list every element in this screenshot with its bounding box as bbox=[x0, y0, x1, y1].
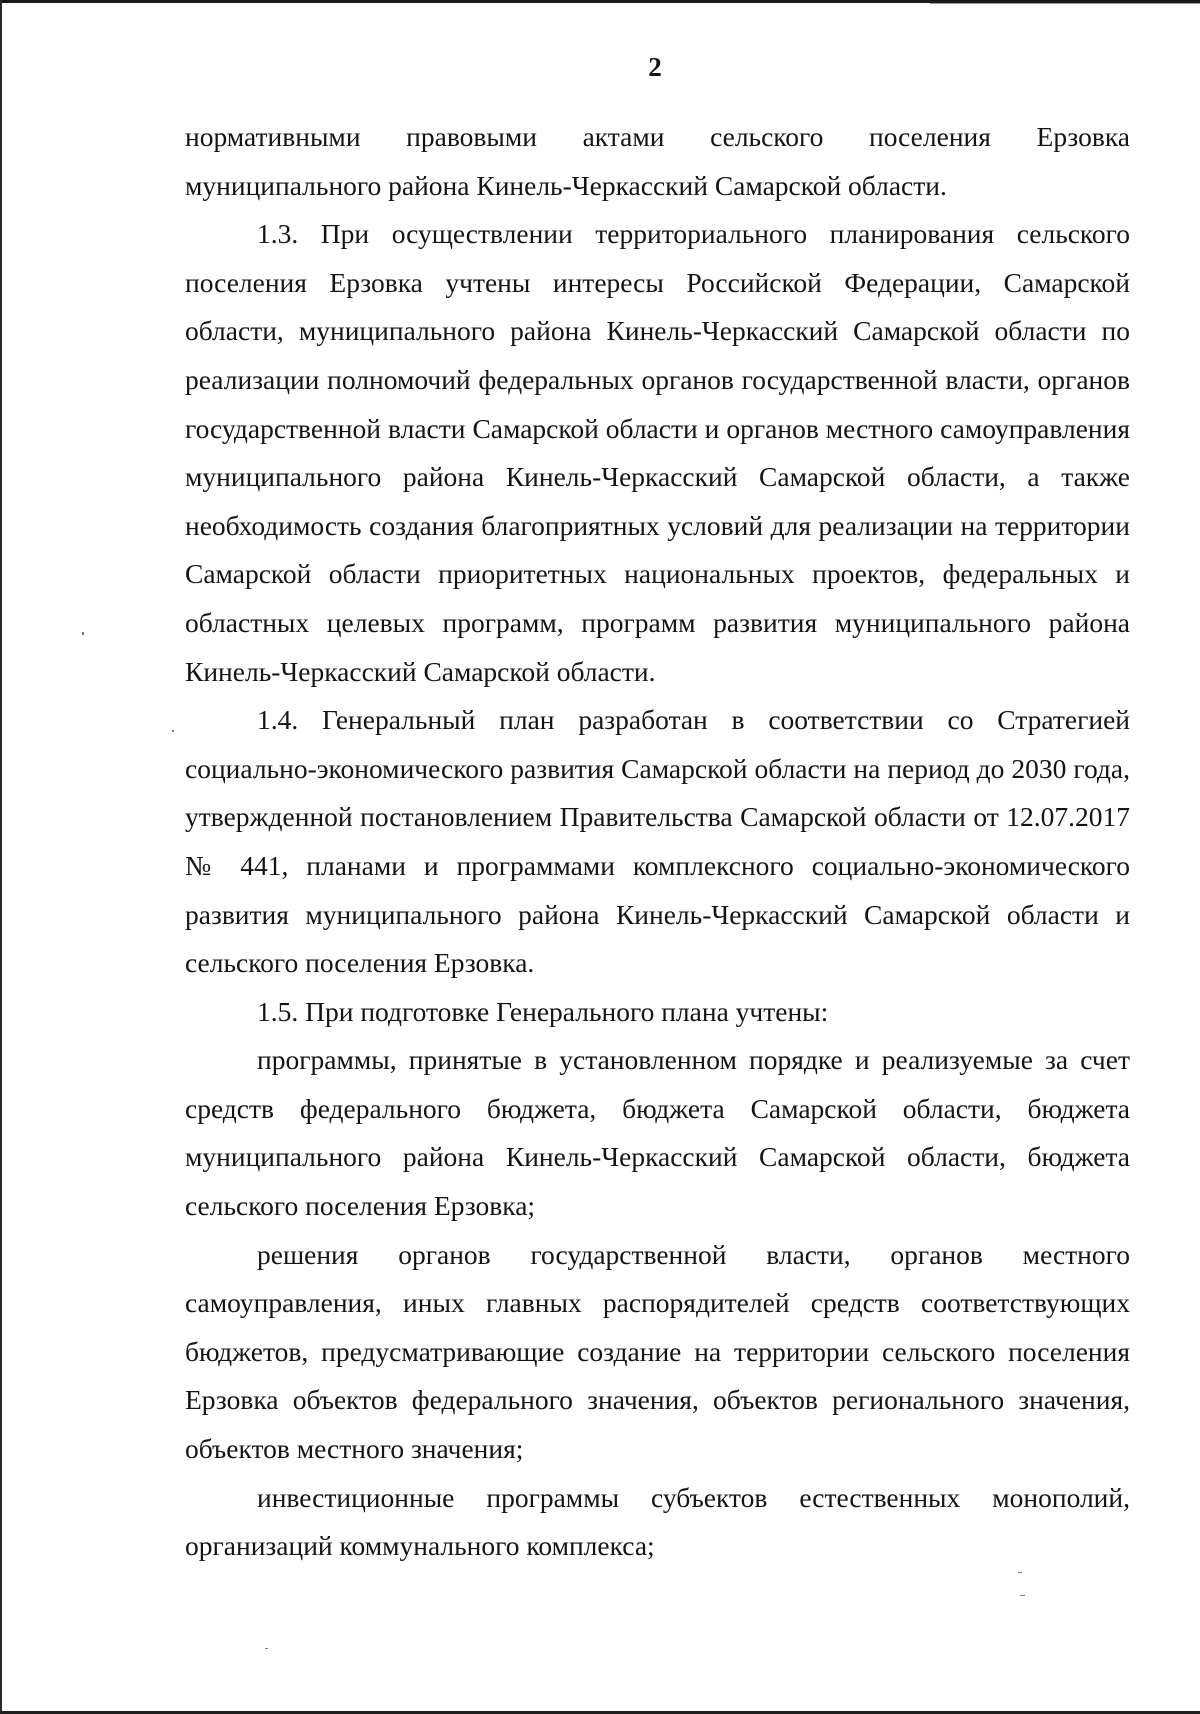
list-item-investment: инвестиционные программы субъектов естественных монополий, организаций коммунального комплекса; bbox=[185, 1481, 1130, 1562]
document-body bbox=[185, 113, 1130, 1571]
page-number: 2 bbox=[648, 52, 662, 82]
paragraph-line: муниципального района Кинель-Черкасский Самарской области. bbox=[185, 169, 947, 201]
scan-left-edge bbox=[0, 0, 2, 1714]
paragraph-1-4: 1.4. Генеральный план разработан в соответствии со Стратегией социально-экономического развития Самарской области на период до 2030 года, утвержденной постановлением Правительства Самарской области от 12.07.2017 № 441, планами и программами комплексного социально-экономического развития муниципального района Кинель-Черкасский Самарской области и сельского поселения Ерзовка. bbox=[185, 704, 1130, 979]
paragraph-line: нормативными правовыми актами сельского поселения Ерзовка bbox=[185, 121, 1130, 152]
list-item-decisions: решения органов государственной власти, органов местного самоуправления, иных главных распорядителей средств соответствующих бюджетов, предусматривающие создание на территории сельского поселения Ерзовка объектов федерального значения, объектов регионального значения, объектов местного значения; bbox=[185, 1238, 1130, 1465]
paragraph-1-3: 1.3. При осуществлении территориального планирования сельского поселения Ерзовка учтены интересы Российской Федерации, Самарской области, муниципального района Кинель-Черкасский Самарской области по реализации полномочий федеральных органов государственной власти, органов государственной власти Самарской области и органов местного самоуправления муниципального района Кинель-Черкасский Самарской области, а также необходимость создания благоприятных условий для реализации на территории Самарской области приоритетных национальных проектов, федеральных и областных целевых программ, программ развития муниципального района Кинель-Черкасский Самарской области. bbox=[185, 218, 1130, 687]
scan-top-edge-shadow bbox=[930, 3, 1200, 4]
scan-speck bbox=[82, 632, 84, 635]
scan-speck bbox=[1020, 1595, 1025, 1596]
continuation-paragraph-end bbox=[185, 162, 1130, 211]
scan-speck bbox=[172, 730, 174, 732]
paragraph-1-5: 1.5. При подготовке Генерального плана учтены: bbox=[257, 995, 829, 1027]
continuation-paragraph bbox=[185, 113, 1130, 162]
scan-speck bbox=[265, 1648, 268, 1649]
list-item-programs: программы, принятые в установленном порядке и реализуемые за счет средств федерального бюджета, бюджета Самарской области, бюджета муниципального района Кинель-Черкасский Самарской области, бюджета сельского поселения Ерзовка; bbox=[185, 1044, 1130, 1222]
scan-speck bbox=[1018, 1572, 1022, 1573]
